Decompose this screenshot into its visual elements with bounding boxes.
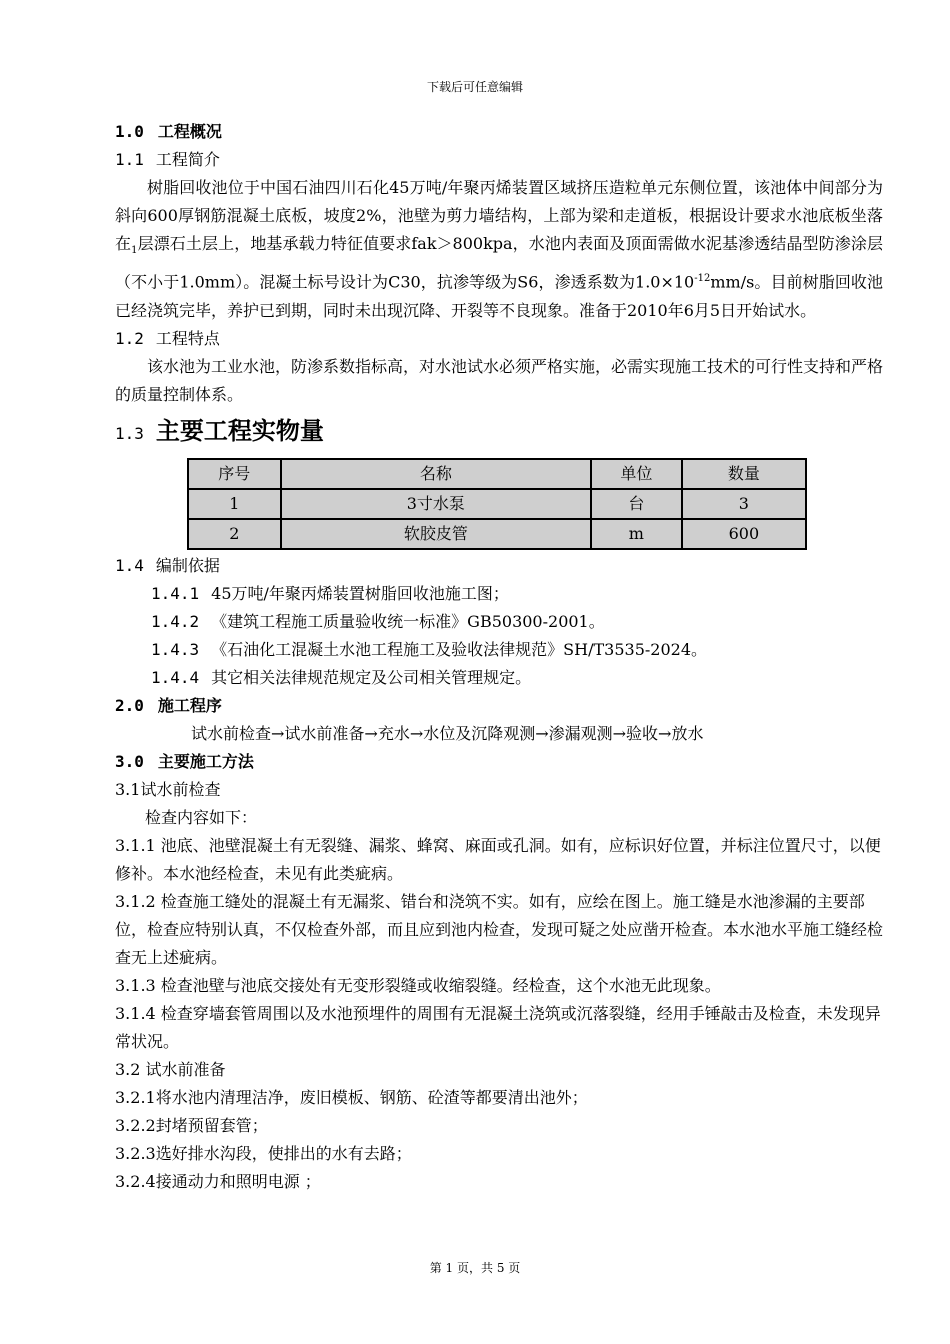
section-1-1-heading: [115, 146, 883, 174]
section-1-2-heading: [115, 325, 883, 353]
section-title: 编制依据: [155, 555, 220, 575]
table-cell: 软胶皮管: [281, 519, 591, 549]
check-intro: 检查内容如下：: [145, 807, 258, 827]
feature-paragraph: 该水池为工业水池，防渗系数指标高，对水池试水必须严格实施，必需实现施工技术的可行性支持和严格的质量控制体系。: [115, 356, 884, 404]
reference-item: [115, 636, 883, 664]
table-row: [188, 489, 806, 519]
reference-number: 1.4.4: [151, 667, 200, 687]
section-title: 工程概况: [157, 122, 222, 141]
section-title: 施工程序: [157, 695, 222, 715]
section-3-2-heading: 3.2 试水前准备: [115, 1059, 226, 1079]
page-footer: 第 1 页，共 5 页: [429, 1261, 521, 1275]
section-number: 2.0: [115, 695, 144, 715]
reference-number: 1.4.1: [151, 583, 200, 603]
subscript: 1: [131, 245, 138, 257]
intro-text: 树脂回收池位于中国石油四川石化45万吨/年聚丙烯装置区域挤压造粒单元东侧位置，该池体中间部分为斜向600厚钢筋混凝土底板，坡度2%，池壁为剪力墙结构，上部为梁和走道板，根据设计要求水池底板坐落在: [115, 178, 883, 253]
table-header-cell: 序号: [188, 459, 281, 489]
section-number: 1.3: [115, 423, 144, 443]
table-header-cell: 数量: [682, 459, 806, 489]
section-3-heading: [115, 748, 883, 776]
reference-item: [115, 664, 883, 692]
section-1-3-heading: [115, 409, 883, 456]
reference-text: 《建筑工程施工质量验收统一标准》GB50300-2001。: [211, 611, 605, 631]
check-item: 3.1.3 检查池壁与池底交接处有无变形裂缝或收缩裂缝。经检查，这个水池无此现象。: [115, 975, 721, 995]
reference-text: 其它相关法律规范规定及公司相关管理规定。: [211, 667, 532, 687]
quantity-table: [187, 458, 807, 550]
table-cell: 600: [682, 519, 806, 549]
table-row: [188, 519, 806, 549]
quantity-table-wrapper: [115, 458, 883, 550]
section-title: 主要施工方法: [157, 751, 254, 771]
section-number: 1.4: [115, 555, 144, 575]
intro-text: mm/s。目前树脂回收池已经浇筑完毕，养护已到期，同时未出现沉降、开裂等不良现象。准备于2010年6月5日开始试水。: [115, 272, 883, 320]
check-item: 3.1.2 检查施工缝处的混凝土有无漏浆、错台和浇筑不实。如有，应绘在图上。施工缝是水池渗漏的主要部位，检查应特别认真，不仅检查外部，而且应到池内检查，发现可疑之处应凿开检查。本水池水平施工缝经检查无上述疵病。: [115, 891, 884, 967]
prep-item: 3.2.4接通动力和照明电源 ；: [115, 1171, 321, 1191]
prep-item: 3.2.3选好排水沟段，使排出的水有去路；: [115, 1143, 412, 1163]
table-header-row: [188, 459, 806, 489]
document-body: [115, 118, 883, 1196]
reference-number: 1.4.3: [151, 639, 200, 659]
check-item: 3.1.1 池底、池壁混凝土有无裂缝、漏浆、蜂窝、麻面或孔洞。如有，应标识好位置，并标注位置尺寸，以便修补。本水池经检查，未见有此类疵病。: [115, 835, 881, 883]
reference-text: 45万吨/年聚丙烯装置树脂回收池施工图；: [211, 583, 509, 603]
superscript: -12: [694, 273, 711, 285]
section-3-1-heading: 3.1试水前检查: [115, 779, 221, 799]
section-title: 工程简介: [155, 150, 220, 169]
section-title: 主要工程实物量: [155, 416, 324, 445]
reference-item: [115, 580, 883, 608]
table-cell: 台: [591, 489, 682, 519]
table-cell: m: [591, 519, 682, 549]
table-cell: 3: [682, 489, 806, 519]
prep-item: 3.2.2封堵预留套管；: [115, 1115, 268, 1135]
section-2-heading: [115, 692, 883, 720]
check-item: 3.1.4 检查穿墙套管周围以及水池预埋件的周围有无混凝土浇筑或沉落裂缝，经用手锤敲击及检查，未发现异常状况。: [115, 1003, 881, 1051]
table-cell: 3寸水泵: [281, 489, 591, 519]
table-header-cell: 名称: [281, 459, 591, 489]
procedure-flow: 试水前检查→试水前准备→充水→水位及沉降观测→渗漏观测→验收→放水: [191, 723, 704, 743]
section-1-heading: [115, 118, 883, 146]
table-cell: 1: [188, 489, 281, 519]
section-number: 1.1: [115, 150, 144, 169]
section-number: 1.2: [115, 328, 144, 348]
table-header-cell: 单位: [591, 459, 682, 489]
intro-paragraph: [115, 174, 883, 325]
reference-number: 1.4.2: [151, 611, 200, 631]
page-header: 下载后可任意编辑: [426, 80, 523, 94]
table-cell: 2: [188, 519, 281, 549]
section-number: 3.0: [115, 751, 144, 771]
intro-text: 层漂石土层上，地基承载力特征值要求fak＞800kpa，水池内表面及顶面需做水泥基渗透结晶型防渗涂层（不小于1.0mm）。混凝土标号设计为C30，抗渗等级为S6，渗透系数为1.0×10: [115, 234, 883, 292]
reference-item: [115, 608, 883, 636]
section-title: 工程特点: [155, 328, 220, 348]
section-1-4-heading: [115, 552, 883, 580]
prep-item: 3.2.1将水池内清理洁净，废旧模板、钢筋、砼渣等都要清出池外；: [115, 1087, 588, 1107]
section-number: 1.0: [115, 122, 144, 141]
reference-text: 《石油化工混凝土水池工程施工及验收法律规范》SH/T3535-2024。: [211, 639, 707, 659]
